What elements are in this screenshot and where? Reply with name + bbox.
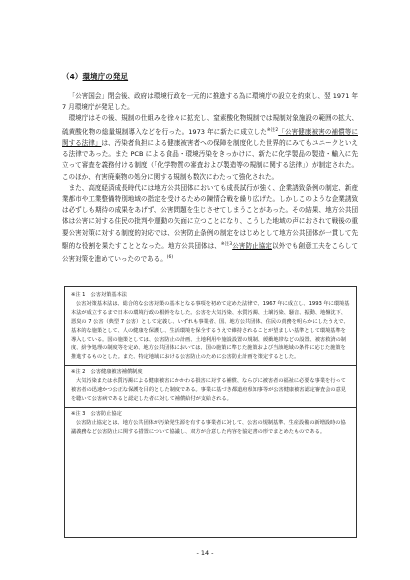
- paragraph-2: 環境庁はその後、規制の仕組みを徐々に拡充し、窒素酸化物規制では規制対象施設の範囲の拡大、硫黄酸化物の総量規制導入などを行った。1973 年に新たに成立した$^{※注2}$「公害健康被害の補償等に関する法律」は、汚染者負担による健康被害者への保障を制度化した世界的にみてもユニークといえる法律であった。また PCB による食品・環境汚染をきっかけに、新たに化学製品の製造・輸入に先立って審査を義務付ける制度（「化学物質の審査および製造等の規制に関する法律」）が制定された。このほか、有害廃棄物の処分に関する規制も数次にわたって強化された。: [62, 114, 358, 181]
- note-ref: ※注2: [266, 127, 279, 133]
- agreement-link: 公害防止協定: [232, 241, 272, 250]
- note-body: 大気汚染または水質汚濁による健康被害にかかわる損害に対する補償、ならびに被害者の福祉に必要な事業を行って被害者の迅速かつ公正な保護を目的とした制度である。事業に基づき都道府県知事等が公害健康被害認定審査会の意見を聴いて公害病であると認定した者に対して補償給付が支給される。: [71, 378, 346, 402]
- citation-ref: (6): [166, 255, 174, 261]
- body-text: [62, 91, 358, 266]
- note-divider: [65, 365, 356, 366]
- note-ref: ※注3: [220, 241, 233, 247]
- section-title: 環境庁の発足: [82, 72, 129, 81]
- note-body: 公害対策基本法は、総合的な公害対策の基本となる事項を初めて定めた法律で、1967 年に成立し、1993 年に環境基本法が成立するまで日本の環境行政の根幹をなした。公害を大気汚染、水質汚濁、土壌汚染、騒音、振動、地盤沈下、悪臭の 7 公害（典型 7 公害）として定義し、いずれも事業者、国、地方公共団体、住民の責務を明らかにしたうえで、基本的な施策として、人の健康を保護し、生活環境を保全するうえで維持されることが望ましい基準として環境基準を導入している。国の施策としては、公害防止の計画、土地利用や施設設置の規制、緩衝地帯などの設置、被害救済の制度、紛争処理の制度等を定め、地方公共団体においては、国の施策に準じた施策および当該地域の条件に応じた施策を推進するものとした。また、特定地域における公害防止のために公害防止計画を策定するとした。: [71, 300, 350, 361]
- note-heading: ※注 3 公害防止協定: [71, 410, 122, 417]
- section-heading: [62, 71, 128, 82]
- paragraph-1: 「公害国会」閉会後、政府は環境行政を一元的に推進する為に環境庁の設立を約束し、翌 1971 年 7 月環境庁が発足した。: [62, 92, 358, 112]
- note-divider: [65, 407, 356, 408]
- note-heading: ※注 2 公害健康被害補償制度: [71, 369, 143, 376]
- note-heading: ※注 1 公害対策基本法: [71, 292, 127, 298]
- page-number: - 14 -: [196, 549, 214, 557]
- notes-box: [64, 286, 357, 538]
- law-link: 「公害健康被害の補償等に関する法律」: [62, 127, 358, 147]
- note-body: 公害防止協定とは、地方公共団体が汚染発生源を有する事業者に対して、公害の規制基準、生産設備の新増設時の協議義務など公害防止に関する措置について協議し、双方が合意した内容を協定書の形でまとめたものである。: [71, 419, 346, 435]
- section-number: （4）: [62, 72, 83, 81]
- paragraph-3: また、高度経済成長時代には地方公共団体においても成長試行が強く、企業誘致条例の制定、新産業都市や工業整備特別地域の指定を受けるための陳情合戦を繰り広げた。しかしこのような企業誘致は必ずしも期待の成果をあげず、公害問題を生じさせてしまうことがあった。その結果、地方公共団体は公害に対する住民の批判や運動の矢面に立つことになり、こうした地域の声におされて戦後の重要公害対策に対する制度的対応では、公害防止条例の制定をはじめとして地方公共団体が一貫して先駆的な役割を果たすこととなった。地方公共団体は、$^{※注3}$公害防止協定以外でも創意工夫をこらして公害対策を進めていったのである。$^{(6)}$: [62, 183, 358, 264]
